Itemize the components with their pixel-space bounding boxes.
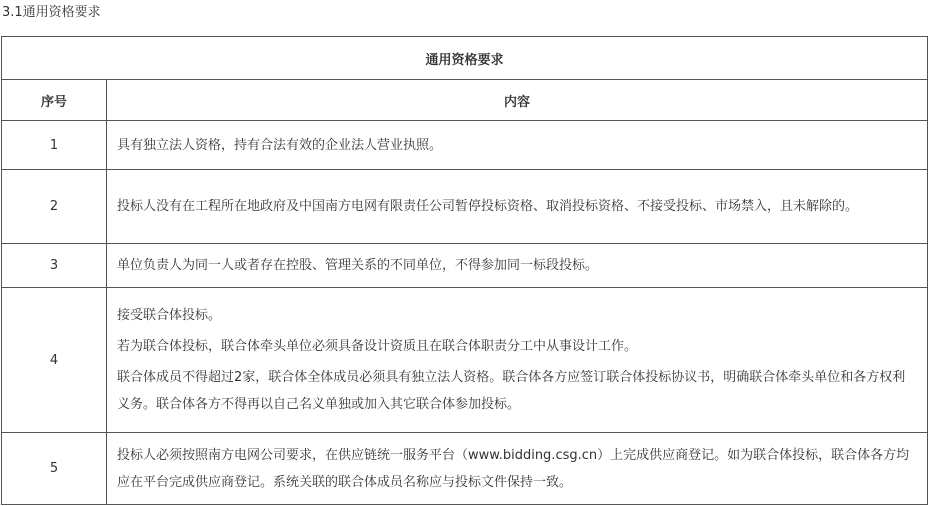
table-row bbox=[2, 121, 928, 170]
row-number: 1 bbox=[2, 121, 107, 170]
table-caption: 通用资格要求 bbox=[2, 37, 928, 80]
row-number: 5 bbox=[2, 433, 107, 505]
row-paragraph: 接受联合体投标。 bbox=[117, 308, 222, 323]
row-paragraph: 若为联合体投标，联合体牵头单位必须具备设计资质且在联合体职责分工中从事设计工作。 bbox=[117, 339, 638, 354]
row-content bbox=[107, 170, 928, 244]
row-content bbox=[107, 244, 928, 288]
row-content bbox=[107, 288, 928, 433]
table-row bbox=[2, 433, 928, 505]
section-title: 3.1通用资格要求 bbox=[2, 5, 101, 20]
table-row bbox=[2, 288, 928, 433]
row-number: 3 bbox=[2, 244, 107, 288]
row-content bbox=[107, 121, 928, 170]
row-content bbox=[107, 433, 928, 505]
row-paragraph: 联合体成员不得超过2家，联合体全体成员必须具有独立法人资格。联合体各方应签订联合体投标协议书，明确联合体牵头单位和各方权利义务。联合体各方不得再以自己名义单独或加入其它联合体参加投标。 bbox=[117, 370, 906, 412]
row-paragraph: 单位负责人为同一人或者存在控股、管理关系的不同单位，不得参加同一标段投标。 bbox=[117, 258, 599, 273]
table-row bbox=[2, 244, 928, 288]
row-paragraph: 具有独立法人资格，持有合法有效的企业法人营业执照。 bbox=[117, 137, 443, 153]
row-number: 2 bbox=[2, 170, 107, 244]
column-header-content: 内容 bbox=[107, 80, 928, 121]
requirements-table bbox=[1, 36, 928, 505]
table-row bbox=[2, 170, 928, 244]
column-header-no: 序号 bbox=[2, 80, 107, 121]
row-paragraph: 投标人必须按照南方电网公司要求，在供应链统一服务平台（www.bidding.csg.cn）上完成供应商登记。如为联合体投标，联合体各方均应在平台完成供应商登记。系统关联的联合体成员名称应与投标文件保持一致。 bbox=[117, 447, 910, 490]
row-number: 4 bbox=[2, 288, 107, 433]
row-paragraph: 投标人没有在工程所在地政府及中国南方电网有限责任公司暂停投标资格、取消投标资格、不接受投标、市场禁入，且未解除的。 bbox=[117, 199, 859, 214]
